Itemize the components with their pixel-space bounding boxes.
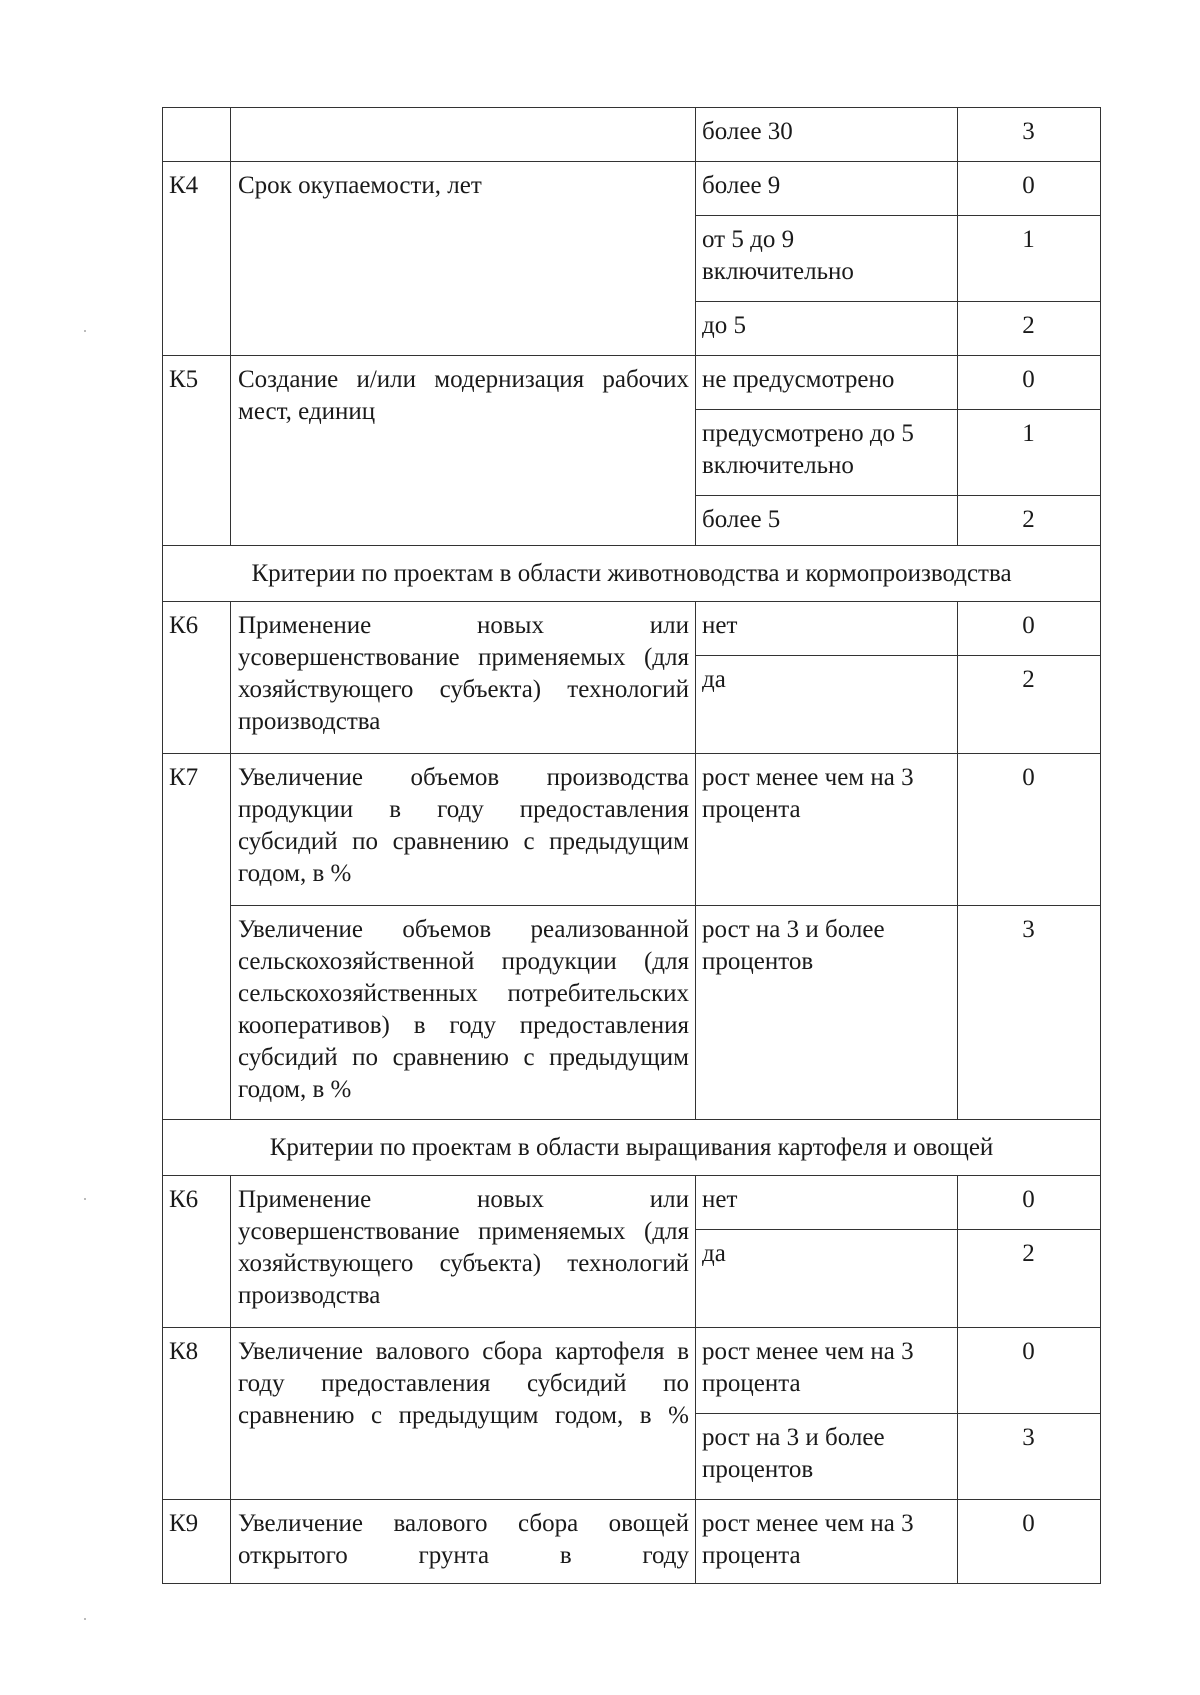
criterion-name: Применение новых или усовершенствование применяемых (для хозяйствующего субъекта) технологий производства — [231, 1176, 696, 1328]
variant-condition: рост на 3 и более процентов — [696, 906, 958, 1120]
variant-condition: рост менее чем на 3 процента — [696, 754, 958, 906]
variant-points: 2 — [958, 302, 1101, 356]
variant-points: 2 — [958, 1230, 1101, 1328]
table-row — [163, 602, 1101, 656]
variant-condition: рост менее чем на 3 процента — [696, 1500, 958, 1584]
variant-points: 3 — [958, 108, 1101, 162]
variant-points: 0 — [958, 356, 1101, 410]
criterion-code: К7 — [163, 754, 231, 1120]
criterion-name: Увеличение объемов производства продукции в году предоставления субсидий по сравнению с предыдущим годом, в % — [231, 754, 696, 906]
table-row — [163, 1500, 1101, 1584]
criteria-table — [162, 107, 1101, 1584]
variant-condition: более 30 — [696, 108, 958, 162]
criterion-code: К9 — [163, 1500, 231, 1584]
variant-condition: да — [696, 1230, 958, 1328]
table-row — [163, 754, 1101, 906]
table-row — [163, 108, 1101, 162]
variant-points: 0 — [958, 1176, 1101, 1230]
criterion-code: К6 — [163, 1176, 231, 1328]
variant-points: 1 — [958, 216, 1101, 302]
table-row — [163, 162, 1101, 216]
variant-condition: от 5 до 9 включительно — [696, 216, 958, 302]
criterion-code: К8 — [163, 1328, 231, 1500]
criterion-name: Применение новых или усовершенствование применяемых (для хозяйствующего субъекта) технологий производства — [231, 602, 696, 754]
section-row — [163, 1120, 1101, 1176]
criterion-name: Увеличение валового сбора картофеля в году предоставления субсидий по сравнению с предыдущим годом, в % — [231, 1328, 696, 1500]
criterion-code: К6 — [163, 602, 231, 754]
variant-points: 2 — [958, 496, 1101, 546]
variant-condition: более 5 — [696, 496, 958, 546]
criterion-code: К5 — [163, 356, 231, 546]
variant-condition: более 9 — [696, 162, 958, 216]
table-row — [163, 356, 1101, 410]
variant-points: 3 — [958, 1414, 1101, 1500]
variant-condition: не предусмотрено — [696, 356, 958, 410]
variant-condition: рост менее чем на 3 процента — [696, 1328, 958, 1414]
section-row — [163, 546, 1101, 602]
variant-condition: нет — [696, 602, 958, 656]
variant-condition: нет — [696, 1176, 958, 1230]
table-row — [163, 1176, 1101, 1230]
criterion-name: Увеличение валового сбора овощей открытого грунта в году — [231, 1500, 696, 1584]
variant-points: 0 — [958, 602, 1101, 656]
variant-condition: предусмотрено до 5 включительно — [696, 410, 958, 496]
criterion-name: Создание и/или модернизация рабочих мест, единиц — [231, 356, 696, 546]
variant-condition: рост на 3 и более процентов — [696, 1414, 958, 1500]
section-heading: Критерии по проектам в области выращивания картофеля и овощей — [163, 1120, 1101, 1176]
variant-points: 1 — [958, 410, 1101, 496]
section-heading: Критерии по проектам в области животноводства и кормопроизводства — [163, 546, 1101, 602]
variant-points: 0 — [958, 162, 1101, 216]
criterion-name: Срок окупаемости, лет — [231, 162, 696, 356]
scan-mark — [84, 330, 86, 332]
variant-points: 2 — [958, 656, 1101, 754]
criterion-name — [231, 108, 696, 162]
variant-points: 3 — [958, 906, 1101, 1120]
criterion-code — [163, 108, 231, 162]
table-row — [163, 1328, 1101, 1414]
variant-condition: да — [696, 656, 958, 754]
criterion-code: К4 — [163, 162, 231, 356]
variant-points: 0 — [958, 1500, 1101, 1584]
variant-condition: до 5 — [696, 302, 958, 356]
criterion-name: Увеличение объемов реализованной сельскохозяйственной продукции (для сельскохозяйственных потребительских кооперативов) в году предоставления субсидий по сравнению с предыдущим годом, в % — [231, 906, 696, 1120]
scan-mark — [84, 1198, 86, 1200]
table-row — [163, 906, 1101, 1120]
variant-points: 0 — [958, 754, 1101, 906]
scan-mark — [84, 1618, 86, 1620]
variant-points: 0 — [958, 1328, 1101, 1414]
